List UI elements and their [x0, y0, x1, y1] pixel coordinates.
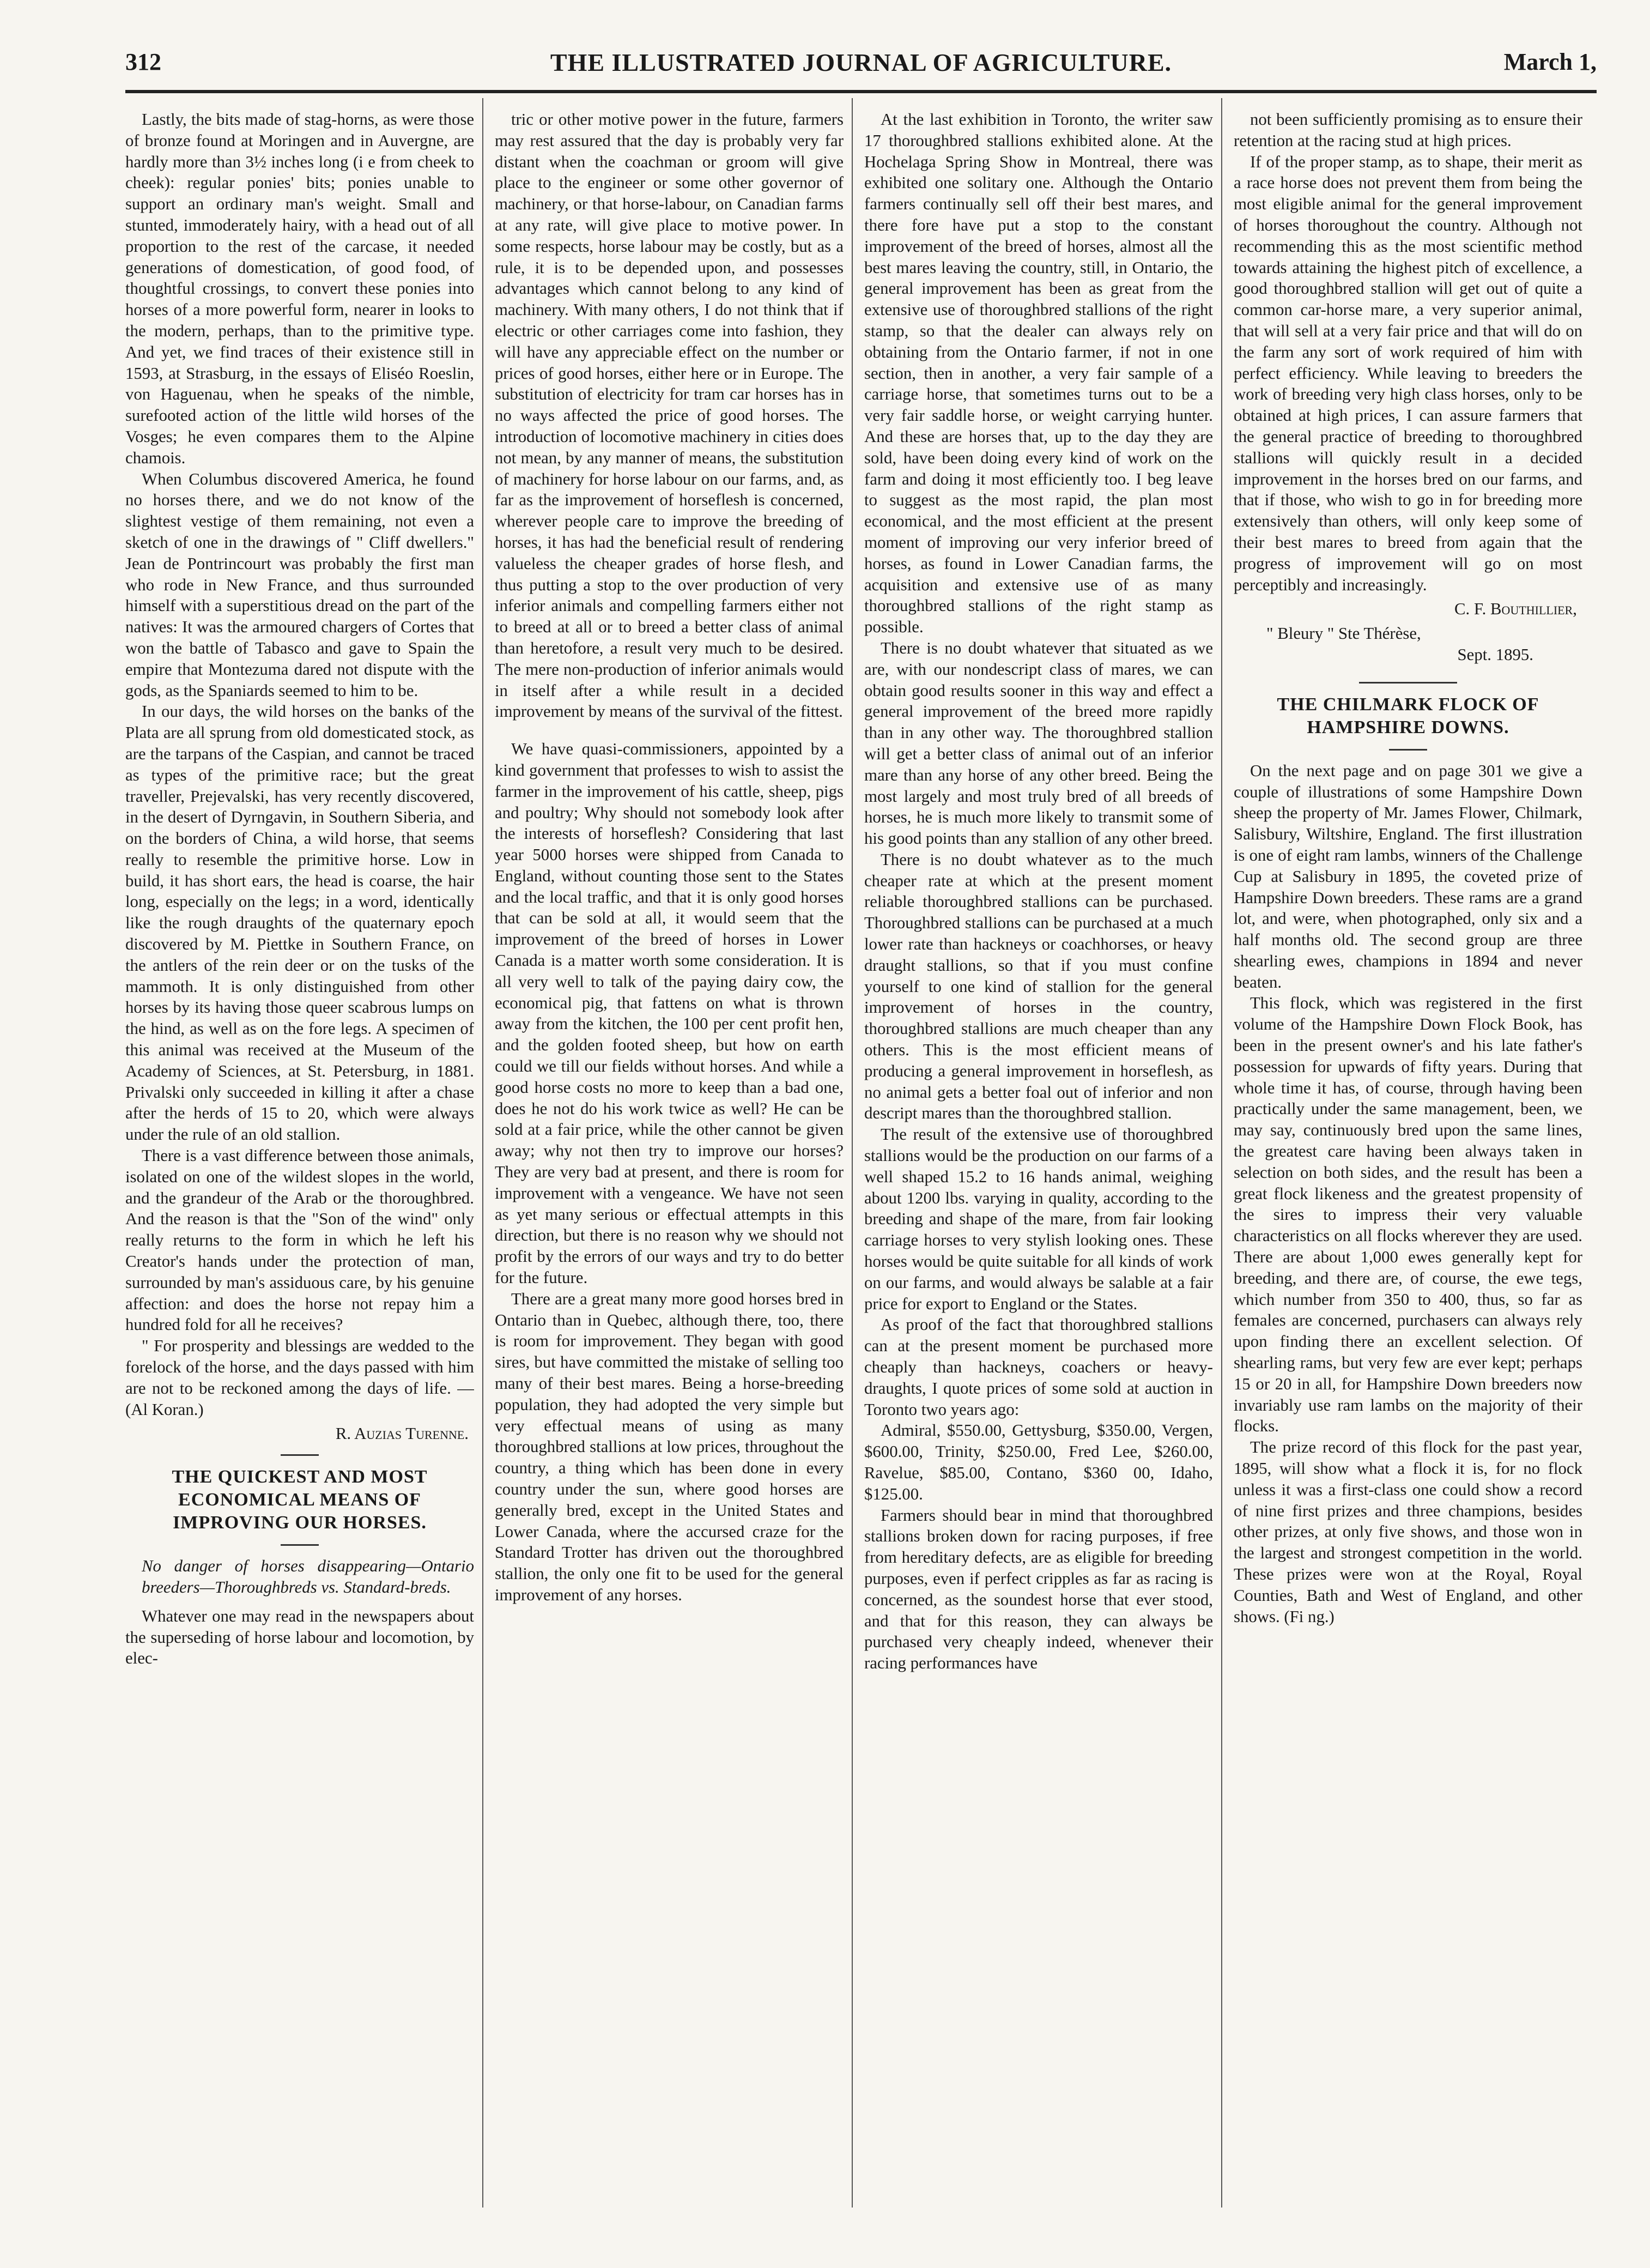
paragraph: There is a vast difference between those animals, isolated on one of the wildest slopes in the world, and the grandeur of the Arab or the thoroughbred. And the reason is that the "Son of the wind" only really returns to the form in which he left his Creator's hands under the protection of man, surrounded by man's assiduous care, by his genuine affection: and does the horse not repay him a hundred fold for all he receives? — [125, 1146, 474, 1334]
paragraph: There is no doubt whatever as to the much cheaper rate at which at the present moment reliable thoroughbred stallions can be purchased. Thoroughbred stallions can be purchased at a much lower rate than hackneys or coachhorses, or heavy draught stallions, so that if you must confine yourself to one kind of stallion for the general improvement of horses in the country, thoroughbred stallions are much cheaper than any others. This is the most efficient means of producing a general improvement in horseflesh, as no animal gets a better foal out of inferior and non descript mares than the thoroughbred stallion. — [864, 850, 1213, 1123]
paragraph: There are a great many more good horses bred in Ontario than in Quebec, although there, too, there is room for improvement. They began with good sires, but have committed the mistake of selling too many of their best mares. Being a horse-breeding population, they had adopted the very simple but very effectual means of using as many thoroughbred stallions at low prices, throughout the country, a thing which has been done in every country under the sun, where good horses are generally bred, except in the United States and Lower Canada, where the accursed craze for the Standard Trotter has driven out the thoroughbred stallion, the only one fit to be used for the general improvement of any horses. — [495, 1289, 844, 1604]
paragraph: On the next page and on page 301 we give a couple of illustrations of some Hampshire Down sheep the property of Mr. James Flower, Chilmark, Salisbury, Wiltshire, England. The first illustration is one of eight ram lambs, winners of the Challenge Cup at Salisbury in 1895, the coveted prize of Hampshire Down breeders. These rams are a grand lot, and were, when photographed, only six and a half months old. The second group are three shearling ewes, champions in 1894 and never beaten. — [1234, 761, 1582, 991]
paragraph: At the last exhibition in Toronto, the writer saw 17 thoroughbred stallions exhibited alone. At the Hochelaga Spring Show in Montreal, there was exhibited one solitary one. Although the Ontario farmers continually sell off their best mares, and there fore have put a stop to the constant improvement of the breed of horses, almost all the best mares leaving the country, still, in Ontario, the general improvement has been as great from the extensive use of thoroughbred stallions of the right stamp, so that the dealer can always rely on obtaining from the Ontario farmer, if not in one section, then in another, a very fair sample of a carriage horse, that sometimes turns out to be a very fair saddle horse, or weight carrying hunter. And these are horses that, up to the day they are sold, have been doing every kind of work on the farm and doing it most efficiently too. I beg leave to suggest as the most rapid, the plan most economical, and the most efficient at the present moment of improving our very inferior breed of horses, as found in Lower Canadian farms, the acquisition and extensive use of as many thoroughbred stallions of the right stamp as possible. — [864, 110, 1213, 637]
paragraph: tric or other motive power in the future, farmers may rest assured that the day is probably very far distant when the coachman or groom will give place to the engineer or some other governor of machinery, or that horse-labour, on Canadian farms at any rate, will give place to motive power. In some respects, horse labour may be costly, but as a rule, it is to be depended upon, and possesses advantages which cannot belong to any kind of machinery. With many others, I do not think that if electric or other carriages come into fashion, they will have any appreciable effect on the number or prices of good horses, either here or in Europe. The substitution of electricity for tram car horses has in no ways affected the price of good horses. The introduction of locomotive machinery in cities does not mean, by any manner of means, the substitution of machinery for horse labour on our farms, and, as far as the improvement of horseflesh is concerned, wherever people care to improve the breeding of horses, it has had the beneficial result of rendering valueless the cheaper grades of horse flesh, and thus putting a stop to the over production of very inferior animals and compelling farmers either not to breed at all or to breed a better class of animal than heretofore, a result very much to be desired. The mere non-production of inferior animals would in itself after a while result in a decided improvement by means of the survival of the fittest. — [495, 110, 844, 721]
article-headline: THE CHILMARK FLOCK OF HAMPSHIRE DOWNS. — [1277, 694, 1539, 737]
header-rule — [125, 90, 1597, 93]
article-headline: THE QUICKEST AND MOST ECONOMICAL MEANS OF IMPROVING OUR HORSES. — [172, 1467, 428, 1533]
text-column-4 — [1234, 109, 1582, 2207]
paragraph: The prize record of this flock for the past year, 1895, will show what a flock it is, for no flock unless it was a first-class one could show a record of nine first prizes and three champions, besides other prizes, at only five shows, and those won in the largest and strongest competition in the world. These prizes were won at the Royal, Royal Counties, Bath and West of England, and other shows. (Fi ng.) — [1234, 1438, 1582, 1626]
journal-title: THE ILLUSTRATED JOURNAL OF AGRICULTURE. — [550, 49, 1172, 76]
paragraph: There is no doubt whatever that situated as we are, with our nondescript class of mares, we can obtain good results sooner in this way and effect a general improvement of the breed more rapidly than in any other way. The thoroughbred stallion will get a better class of animal out of an inferior mare than any horse of any other breed. Being the most largely and most truly bred of all breeds of horses, he is much more likely to transmit some of his good points than any stallion of any other breed. — [864, 638, 1213, 848]
separator — [1389, 749, 1427, 751]
text-column-2 — [495, 109, 844, 2207]
paragraph: Farmers should bear in mind that thoroughbred stallions broken down for racing purposes, if free from hereditary defects, are as eligible for breeding purposes, even if perfect cripples as far as racing is concerned, as the soundest horse that ever stood, and that for this reason, they can always be purchased very cheaply indeed, whenever their racing performances have — [864, 1505, 1213, 1673]
signature-date: Sept. 1895. — [1457, 645, 1533, 664]
column-divider — [1221, 98, 1222, 2207]
column-divider — [482, 98, 483, 2207]
column-divider — [852, 98, 853, 2207]
article-subheading: No danger of horses disappearing—Ontario breeders—Thoroughbreds vs. Standard-breds. — [142, 1557, 474, 1596]
paragraph: " For prosperity and blessings are wedded to the forelock of the horse, and the days passed with him are not to be reckoned among the days of life. —(Al Koran.) — [125, 1336, 474, 1419]
paragraph: We have quasi-commissioners, appointed by a kind government that professes to wish to assist the farmer in the improvement of his cattle, sheep, pigs and poultry; Why should not somebody look after the interests of horseflesh? Considering that last year 5000 horses were shipped from Canada to England, without counting those sent to the States and the local traffic, and that it is only good horses that can be sold at all, it would seem that the improvement of the breed of horses in Lower Canada is a matter worth some consideration. It is all very well to talk of the paying dairy cow, the economical pig, that fattens on what is thrown away from the kitchen, the 100 per cent profit hen, and the golden footed sheep, but how on earth could we till our fields without horses. And while a good horse costs no more to keep than a bad one, does he not do his work twice as well? He can be sold at a fair price, while the other cannot be given away; why not then try to improve our horses? They are very bad at present, and there is room for improvement with a vengeance. We have not seen as yet many serious or effectual attempts in this direction, but there is no reason why we should not profit by the errors of our ways and try to do better for the future. — [495, 740, 844, 1287]
page-header — [125, 48, 1597, 86]
paragraph: In our days, the wild horses on the banks of the Plata are all sprung from old domesticated stock, as are the tarpans of the Caspian, and cannot be traced as types of the primitive race; but the great traveller, Prejevalski, has very recently discovered, in the desert of Dyrngavin, in Southern Siberia, and on the borders of China, a wild horse, that seems really to resemble the primitive horse. Low in build, it has short ears, the head is coarse, the hair long, especially on the legs; in a word, identically like the rough draughts of the quaternary epoch discovered by M. Piettke in Southern France, on the antlers of the rein deer or on the tusks of the mammoth. It is only distinguished from other horses by its having those queer scabrous lumps on the hind, as well as on the fore legs. A specimen of this animal was received at the Museum of the Academy of Sciences, at St. Petersburg, in 1881. Privalski only succeeded in killing it after a chase after the herds of 15 to 20, which were always under the rule of an old stallion. — [125, 702, 474, 1144]
signature-place: " Bleury " Ste Thérèse, — [1266, 624, 1421, 643]
paragraph: The result of the extensive use of thoroughbred stallions would be the production on our farms of a well shaped 15.2 to 16 hands animal, weighing about 1200 lbs. varying in quality, according to the breeding and shape of the mare, from fair looking carriage horses to very stylish looking ones. These horses would be quite suitable for all kinds of work on our farms, and would always be salable at a fair price for export to England or the States. — [864, 1125, 1213, 1313]
paragraph: Lastly, the bits made of stag-horns, as were those of bronze found at Moringen and in Auvergne, are hardly more than 3½ inches long (i e from cheek to cheek): regular ponies' bits; ponies unable to support an ordinary man's weight. Small and stunted, immoderately hairy, with a head out of all proportion to the rest of the carcase, it needed generations of domestication, of good food, of thoughtful crossings, to convert these ponies into horses of a more powerful form, nearer in looks to the modern, perhaps, than to the primitive type. And yet, we find traces of their existence still in 1593, at Strasburg, in the essays of Eliséo Roeslin, von Haguenau, when he speaks of the nimble, surefooted action of the little wild horses of the Vosges; he even compares them to the Alpine chamois. — [125, 110, 474, 467]
text-column-1 — [125, 109, 474, 2207]
separator — [1359, 682, 1457, 684]
paragraph: This flock, which was registered in the first volume of the Hampshire Down Flock Book, has been in the present owner's and his late father's possession for upwards of fifty years. During that whole time it has, of course, through having been practically under the same management, been, we may say, continuously bred upon the same lines, the greatest care having been always taken in selection on both sides, and the result has been a great flock likeness and the greatest propensity of the sires to impress their very valuable characteristics on all flocks wherever they are used. There are about 1,000 ewes generally kept for breeding, and there are, of course, the ewe tegs, which number from 350 to 400, thus, so far as females are concerned, purchasers can always rely upon finding there an excellent selection. Of shearling rams, but very few are ever kept; perhaps 15 or 20 in all, for Hampshire Down breeders now invariably use ram lambs on the majority of their flocks. — [1234, 994, 1582, 1436]
paragraph: As proof of the fact that thoroughbred stallions can at the present moment be purchased more cheaply than hackneys, coachers or heavy-draughts, I quote prices of some sold at auction in Toronto two years ago: — [864, 1315, 1213, 1419]
text-column-3 — [864, 109, 1213, 2207]
page-number: 312 — [125, 49, 161, 75]
paragraph: not been sufficiently promising as to ensure their retention at the racing stud at high prices. — [1234, 110, 1582, 150]
article-signature: C. F. Bouthillier, — [1454, 600, 1577, 619]
paragraph: Admiral, $550.00, Gettysburg, $350.00, Vergen, $600.00, Trinity, $250.00, Fred Lee, $260.00, Ravelue, $85.00, Contano, $360 00, Idaho, $125.00. — [864, 1421, 1213, 1503]
issue-date: March 1, — [1503, 49, 1597, 75]
separator — [281, 1454, 319, 1456]
article-signature: R. Auzias Turenne. — [335, 1424, 469, 1443]
paragraph: When Columbus discovered America, he found no horses there, and we do not know of the slightest vestige of them remaining, not even a sketch of one in the drawings of " Cliff dwellers." Jean de Pontrincourt was probably the first man who rode in New France, and thus surrounded himself with a superstitious dread on the part of the natives: It was the armoured chargers of Cortes that won the battle of Tabasco and gave to Spain the empire that Montezuma dared not dispute with the gods, as the Spaniards seemed to him to be. — [125, 469, 474, 700]
paragraph: If of the proper stamp, as to shape, their merit as a race horse does not prevent them from being the most eligible animal for the general improvement of horses thoroughout the country. Although not recommending this as the most scientific method towards attaining the highest pitch of excellence, a good thoroughbred stallion will get out of quite a common car-horse mare, a very superior animal, that will sell at a very fair price and that will do on the farm any sort of work required of him with perfect efficiency. While leaving to breeders the work of breeding very high class horses, only to be obtained at high prices, I can assure farmers that the general practice of breeding to thoroughbred stallions will quickly result in a decided improvement in the horses bred on our farms, and that if those, who wish to go in for breeding more extensively than others, will only keep some of their best mares to breed from again that the progress of improvement will go on most perceptibly and increasingly. — [1234, 152, 1582, 594]
separator — [281, 1544, 319, 1546]
paragraph: Whatever one may read in the newspapers about the superseding of horse labour and locomotion, by elec- — [125, 1606, 474, 1668]
